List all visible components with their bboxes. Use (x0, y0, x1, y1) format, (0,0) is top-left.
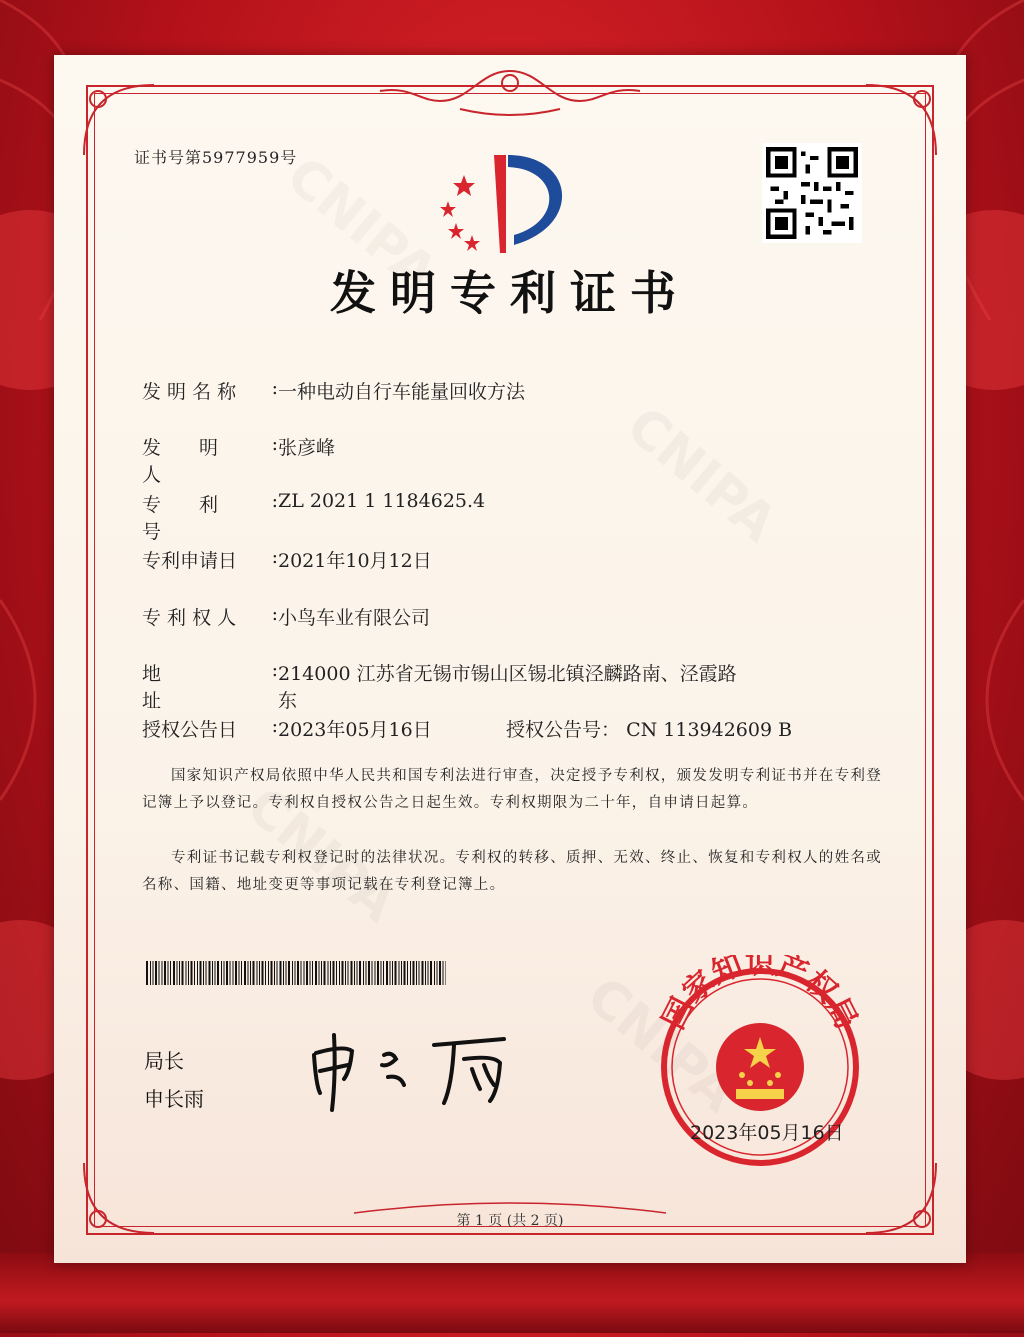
barcode-bar (297, 961, 299, 985)
barcode-bar (170, 961, 171, 985)
field-label: 授权公告号： (506, 719, 621, 741)
barcode-bar (404, 961, 406, 985)
field-label: 发 明 人 : (142, 433, 278, 486)
barcode-bar (259, 961, 260, 985)
barcode-bar (381, 961, 382, 985)
barcode-bar (150, 961, 151, 985)
barcode-bar (179, 961, 180, 985)
barcode-bar (288, 961, 290, 985)
barcode-bar (230, 961, 231, 985)
barcode-bar (422, 961, 424, 985)
barcode-bar (146, 961, 148, 985)
barcode-bar (241, 961, 242, 985)
barcode-bar (257, 961, 258, 985)
barcode-bar (262, 961, 264, 985)
barcode-bar (351, 961, 353, 985)
svg-text:国家知识产权局 (656, 955, 864, 1035)
barcode-bar (244, 961, 246, 985)
barcode-bar (153, 961, 154, 985)
barcode-bar (312, 961, 313, 985)
barcode-bar (428, 961, 429, 985)
barcode-bar (446, 961, 447, 985)
barcode-bar (357, 961, 358, 985)
barcode-bar (292, 961, 293, 985)
barcode-bar (368, 961, 370, 985)
barcode-bar (224, 961, 225, 985)
barcode-bar (173, 961, 175, 985)
barcode-bar (315, 961, 317, 985)
barcode-bar (392, 961, 393, 985)
barcode-bar (186, 961, 187, 985)
barcode-bar (226, 961, 228, 985)
barcode-bar (390, 961, 391, 985)
barcode-bar (215, 961, 216, 985)
barcode-bar (159, 961, 160, 985)
barcode-bar (280, 961, 282, 985)
barcode-bar (383, 961, 384, 985)
barcode-bar (439, 961, 441, 985)
field-address (142, 659, 737, 713)
barcode-bar (304, 961, 305, 985)
barcode-bar (434, 961, 435, 985)
background-stage (0, 1253, 1024, 1333)
field-value: 2021年10月12日 (278, 550, 432, 572)
barcode-bar (233, 961, 234, 985)
field-label: 专利申请日 : (142, 546, 278, 572)
field-value: 2023年05月16日 (278, 719, 432, 741)
barcode-bar (416, 961, 417, 985)
barcode-bar (363, 961, 364, 985)
barcode-bar (206, 961, 207, 985)
barcode-bar (410, 961, 411, 985)
qr-code-icon (762, 143, 862, 243)
field-invention-name (142, 377, 525, 404)
barcode-icon (146, 961, 446, 985)
barcode-bar (399, 961, 400, 985)
field-label: 发 明 名 称 : (142, 377, 278, 403)
barcode-bar (155, 961, 157, 985)
field-label: 授权公告日 : (142, 715, 278, 741)
barcode-bar (253, 961, 255, 985)
barcode-bar (274, 961, 275, 985)
barcode-bar (345, 961, 346, 985)
barcode-bar (200, 961, 202, 985)
barcode-bar (443, 961, 444, 985)
field-value: ZL 2021 1 1184625.4 (278, 490, 486, 512)
seal-date: 2023年05月16日 (690, 1122, 844, 1144)
statement-paragraph-1: 国家知识产权局依照中华人民共和国专利法进行审查，决定授予专利权，颁发发明专利证书并在专利登记簿上予以登记。专利权自授权公告之日起生效。专利权期限为二十年，自申请日起算。 (142, 768, 882, 811)
statement-paragraph-2: 专利证书记载专利权登记时的法律状况。专利权的转移、质押、无效、终止、恢复和专利权人的姓名或名称、国籍、地址变更等事项记载在专利登记簿上。 (142, 850, 882, 893)
barcode-bar (342, 961, 344, 985)
field-value: 214000 江苏省无锡市锡山区锡北镇泾麟路南、泾霞路 东 (278, 663, 737, 712)
signature-icon (304, 1015, 524, 1115)
barcode-bar (401, 961, 402, 985)
barcode-bar (217, 961, 219, 985)
barcode-bar (430, 961, 432, 985)
barcode-bar (168, 961, 169, 985)
barcode-bar (203, 961, 204, 985)
barcode-bar (194, 961, 195, 985)
barcode-bar (375, 961, 376, 985)
director-name: 申长雨 (144, 1087, 204, 1111)
field-value: 张彦峰 (278, 437, 336, 459)
barcode-bar (413, 961, 415, 985)
barcode-bar (437, 961, 438, 985)
barcode-bar (191, 961, 193, 985)
field-announce-number (506, 715, 792, 742)
barcode-bar (359, 961, 361, 985)
barcode-bar (324, 961, 326, 985)
barcode-bar (333, 961, 335, 985)
barcode-bar (321, 961, 322, 985)
barcode-bar (283, 961, 284, 985)
barcode-bar (366, 961, 367, 985)
barcode-bar (386, 961, 388, 985)
barcode-bar (221, 961, 222, 985)
barcode-bar (425, 961, 426, 985)
barcode-bar (239, 961, 240, 985)
barcode-bar (209, 961, 211, 985)
barcode-bar (310, 961, 311, 985)
field-value-line2: 东 (278, 690, 298, 712)
certificate-number: 证书号第5977959号 (134, 148, 298, 167)
barcode-bar (319, 961, 320, 985)
field-value: 小鸟车业有限公司 (278, 607, 431, 629)
barcode-bar (306, 961, 308, 985)
field-filing-date (142, 546, 432, 573)
field-patentee (142, 603, 430, 630)
barcode-bar (301, 961, 302, 985)
seal-text: 国家知识产权局 (656, 955, 864, 1035)
barcode-bar (164, 961, 166, 985)
barcode-bar (372, 961, 373, 985)
field-inventor (142, 433, 335, 487)
page-number: 第 1 页 (共 2 页) (456, 1213, 564, 1229)
field-label: 专 利 权 人 : (142, 603, 278, 629)
barcode-bar (330, 961, 331, 985)
barcode-bar (188, 961, 189, 985)
barcode-bar (265, 961, 266, 985)
director-title: 局长 (144, 1049, 184, 1073)
field-patent-number (142, 490, 485, 544)
barcode-bar (328, 961, 329, 985)
barcode-bar (248, 961, 249, 985)
certificate-paper (54, 55, 966, 1263)
barcode-bar (286, 961, 287, 985)
barcode-bar (295, 961, 296, 985)
barcode-bar (212, 961, 213, 985)
barcode-bar (395, 961, 397, 985)
top-ornament-icon (360, 61, 660, 121)
field-value: CN 113942609 B (626, 719, 793, 741)
barcode-bar (162, 961, 163, 985)
barcode-bar (354, 961, 355, 985)
barcode-bar (177, 961, 178, 985)
page-title: 发明专利证书 (330, 266, 690, 320)
barcode-bar (419, 961, 420, 985)
barcode-bar (250, 961, 251, 985)
cnipa-logo-icon (434, 145, 584, 255)
barcode-bar (268, 961, 269, 985)
field-label: 专 利 号 : (142, 490, 278, 543)
barcode-bar (182, 961, 184, 985)
barcode-bar (348, 961, 349, 985)
barcode-bar (339, 961, 340, 985)
barcode-bar (271, 961, 273, 985)
field-value: 一种电动自行车能量回收方法 (278, 381, 526, 403)
barcode-bar (277, 961, 278, 985)
barcode-bar (197, 961, 198, 985)
field-label: 地 址 : (142, 659, 278, 712)
corner-ornament-icon (856, 75, 946, 165)
barcode-bar (336, 961, 337, 985)
field-grant-date (142, 715, 432, 742)
barcode-bar (235, 961, 237, 985)
barcode-bar (407, 961, 408, 985)
barcode-bar (377, 961, 379, 985)
